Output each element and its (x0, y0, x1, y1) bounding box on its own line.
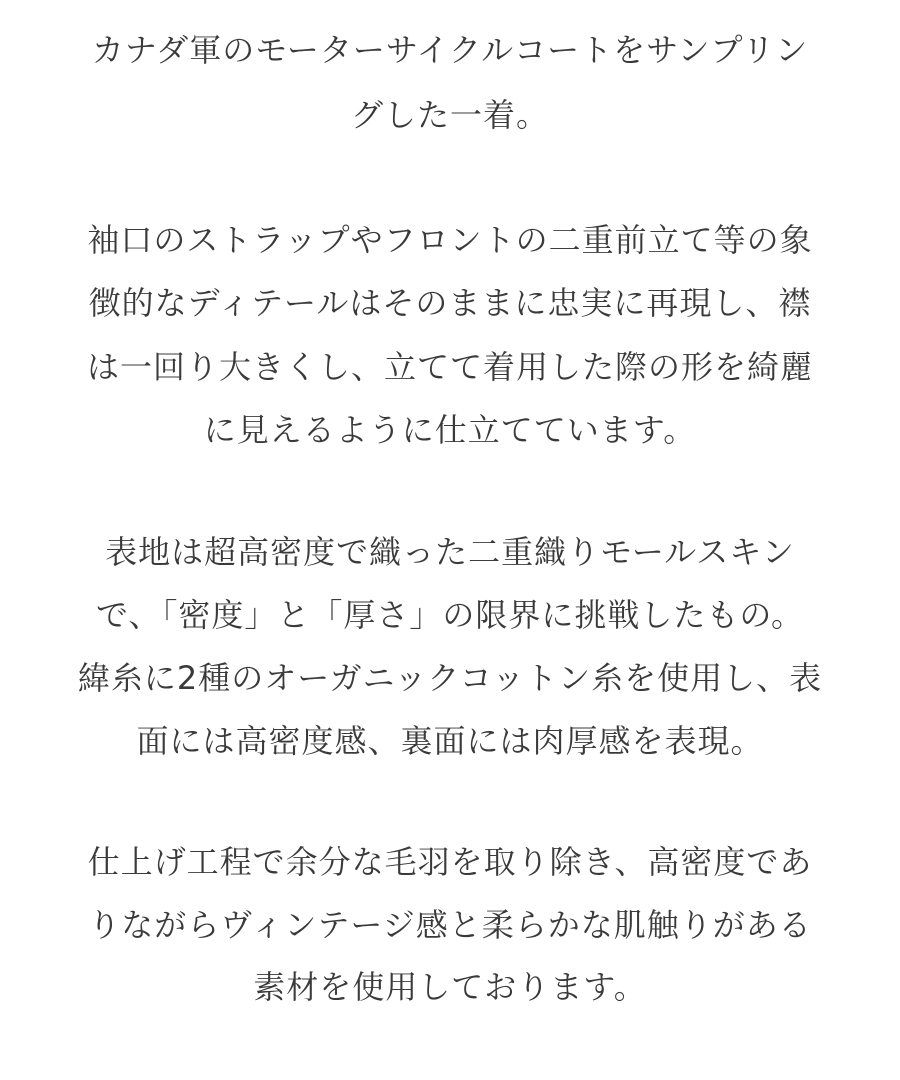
description-line: 素材を使用しております。 (253, 968, 647, 1006)
description-line: 徴的なディテールはそのままに忠実に再現し、襟 (88, 284, 812, 322)
description-line: で、「密度」と「厚さ」の限界に挑戦したもの。 (95, 596, 805, 634)
description-line: りながらヴィンテージ感と柔らかな肌触りがある (88, 906, 812, 944)
description-line: に見えるように仕立てています。 (203, 411, 697, 449)
description-line: 仕上げ工程で余分な毛羽を取り除き、高密度であ (87, 843, 813, 881)
description-line: 表地は超高密度で織った二重織りモールスキン (105, 533, 795, 571)
description-line: 面には高密度感、裏面には肉厚感を表現。 (136, 722, 764, 760)
description-line: グした一着。 (350, 96, 549, 134)
description-line: 袖口のストラップやフロントの二重前立て等の象 (87, 221, 813, 259)
description-line: カナダ軍のモーターサイクルコートをサンプリン (91, 31, 809, 69)
description-line: は一回り大きくし、立てて着用した際の形を綺麗 (86, 348, 813, 386)
description-line: 緯糸に2種のオーガニックコットン糸を使用し、表 (77, 659, 823, 697)
